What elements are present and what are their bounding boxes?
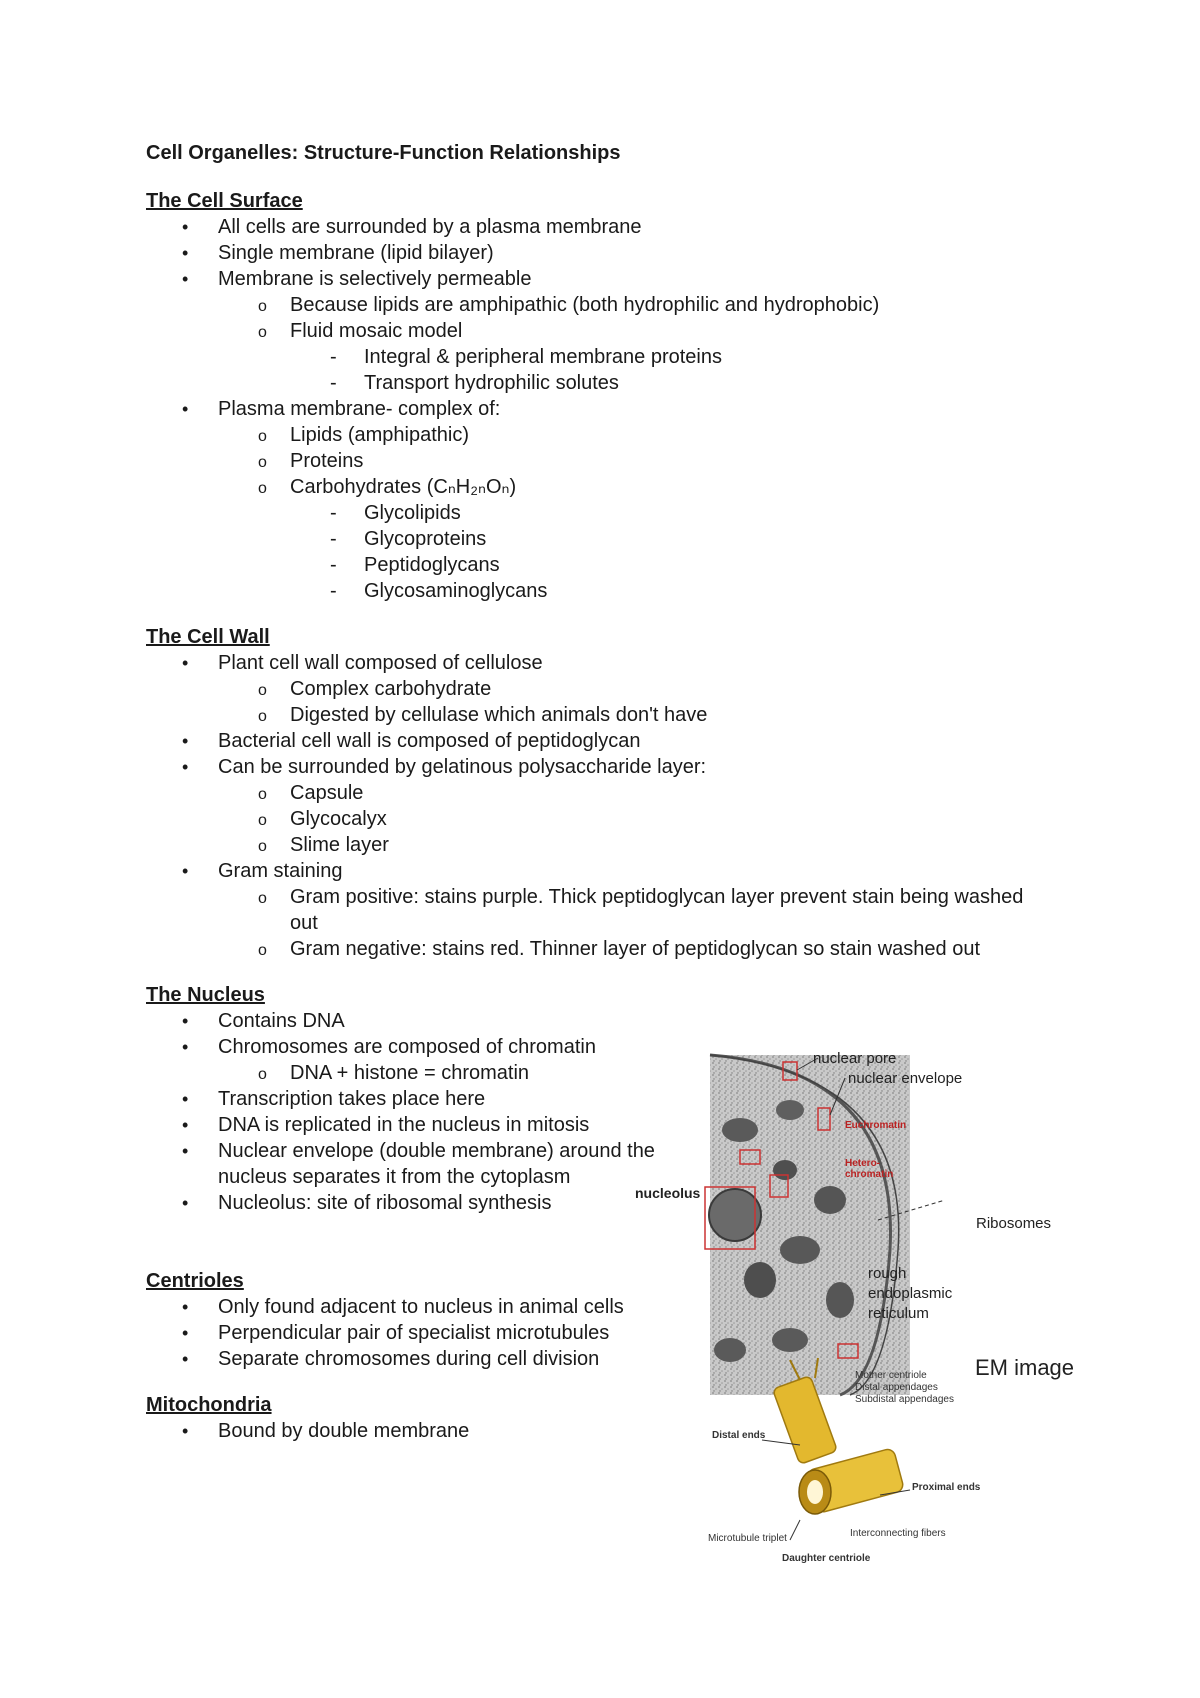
list-item: • Nuclear envelope (double membrane) around the nucleus separates it from the cytoplasm: [146, 1138, 666, 1190]
list-item: o Complex carbohydrate: [146, 676, 1046, 702]
list-item: • DNA is replicated in the nucleus in mitosis: [146, 1112, 666, 1138]
label-em-image: EM image: [975, 1355, 1075, 1380]
list-item: - Transport hydrophilic solutes: [146, 370, 1046, 396]
section-heading-nucleus: The Nucleus: [146, 984, 265, 1006]
list-item: • Chromosomes are composed of chromatin: [146, 1034, 666, 1060]
list-item: o Glycocalyx: [146, 806, 1046, 832]
list-item: o Lipids (amphipathic): [146, 422, 1046, 448]
list-item: o Gram negative: stains red. Thinner layer of peptidoglycan so stain washed out: [146, 936, 1046, 962]
nucleus-list: [146, 1008, 666, 1216]
list-item: o Gram positive: stains purple. Thick peptidoglycan layer prevent stain being washed out: [146, 884, 1046, 936]
list-item: • Nucleolus: site of ribosomal synthesis: [146, 1190, 666, 1216]
label-mother-centriole: Mother centriole: [855, 1370, 927, 1381]
list-item: - Integral & peripheral membrane proteins: [146, 344, 1046, 370]
list-item: o Capsule: [146, 780, 1046, 806]
list-item: o Because lipids are amphipathic (both hydrophilic and hydrophobic): [146, 292, 1046, 318]
list-item: • Plant cell wall composed of cellulose: [146, 650, 1046, 676]
em-figure: [635, 1050, 1100, 1570]
list-item: o DNA + histone = chromatin: [146, 1060, 666, 1086]
centrioles-list: [146, 1294, 666, 1372]
list-item: • Transcription takes place here: [146, 1086, 666, 1112]
section-heading-cell-surface: The Cell Surface: [146, 190, 303, 212]
list-item: - Glycosaminoglycans: [146, 578, 1046, 604]
list-item: • Single membrane (lipid bilayer): [146, 240, 1046, 266]
list-item: o Proteins: [146, 448, 1046, 474]
page-title: Cell Organelles: Structure-Function Relationships: [146, 142, 621, 164]
label-euchromatin: Euchromatin: [845, 1120, 907, 1131]
list-item: o Slime layer: [146, 832, 1046, 858]
cell-wall-list: [146, 650, 1046, 962]
list-item: o Digested by cellulase which animals don't have: [146, 702, 1046, 728]
section-heading-cell-wall: The Cell Wall: [146, 626, 270, 648]
list-item: • Can be surrounded by gelatinous polysaccharide layer:: [146, 754, 1046, 780]
label-distal-appendages: Distal appendages: [855, 1382, 938, 1393]
list-item: • Contains DNA: [146, 1008, 666, 1034]
list-item: • All cells are surrounded by a plasma membrane: [146, 214, 1046, 240]
list-item: • Membrane is selectively permeable: [146, 266, 1046, 292]
list-item: • Bound by double membrane: [146, 1418, 666, 1444]
list-item: - Glycolipids: [146, 500, 1046, 526]
list-item: - Peptidoglycans: [146, 552, 1046, 578]
cell-surface-list: [146, 214, 1046, 604]
mitochondria-list: [146, 1418, 666, 1444]
label-ribosomes: Ribosomes: [976, 1215, 1052, 1232]
list-item: • Gram staining: [146, 858, 1046, 884]
list-item: - Glycoproteins: [146, 526, 1046, 552]
list-item: • Only found adjacent to nucleus in animal cells: [146, 1294, 666, 1320]
label-nucleolus: nucleolus: [635, 1185, 701, 1201]
list-item: o Fluid mosaic model: [146, 318, 1046, 344]
label-heterochromatin: Hetero-chromatin: [845, 1158, 894, 1180]
section-heading-centrioles: Centrioles: [146, 1270, 244, 1292]
list-item: • Perpendicular pair of specialist microtubules: [146, 1320, 666, 1346]
label-nuclear-envelope: nuclear envelope: [848, 1070, 963, 1087]
list-item: • Separate chromosomes during cell division: [146, 1346, 666, 1372]
label-subdistal-appendages: Subdistal appendages: [855, 1394, 954, 1405]
label-rough-er: rough endoplasmic reticulum: [868, 1265, 953, 1322]
label-proximal-ends: Proximal ends: [912, 1482, 981, 1493]
label-daughter-centriole: Daughter centriole: [782, 1553, 871, 1564]
section-heading-mitochondria: Mitochondria: [146, 1394, 272, 1416]
list-item: • Bacterial cell wall is composed of peptidoglycan: [146, 728, 1046, 754]
list-item: • Plasma membrane- complex of:: [146, 396, 1046, 422]
label-distal-ends: Distal ends: [712, 1430, 766, 1441]
label-microtubule-triplet: Microtubule triplet: [708, 1533, 787, 1544]
label-interconnecting-fibers: Interconnecting fibers: [850, 1528, 946, 1539]
list-item: o Carbohydrates (CₙH₂ₙOₙ): [146, 474, 1046, 500]
label-nuclear-pore: nuclear pore: [813, 1050, 897, 1067]
